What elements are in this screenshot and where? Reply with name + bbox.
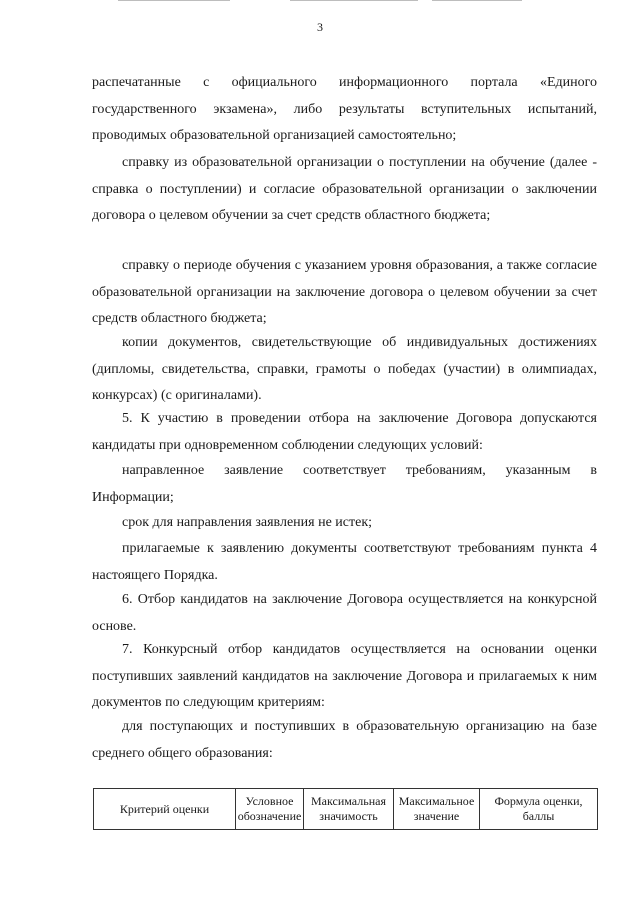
- paragraph-condition-deadline: срок для направления заявления не истек;: [122, 515, 373, 530]
- paragraph-clause-7: 7. Конкурсный отбор кандидатов осуществляется на основании оценки поступивших заявлений кандидатов на заключение Договора и прилагаемых к ним документов по следующим критериям:: [92, 642, 597, 710]
- paragraph-admission-certificate: справку из образовательной организации о поступлении на обучение (далее - справка о поступлении) и согласие образовательной организации о заключении договора о целевом обучении за счет средств областного бюджета;: [92, 155, 597, 223]
- paragraph-study-period-certificate: справку о периоде обучения с указанием уровня образования, а также согласие образовательной организации на заключение договора о целевом обучении за счет средств областного бюджета;: [92, 258, 597, 326]
- paragraph-clause-6: 6. Отбор кандидатов на заключение Договора осуществляется на конкурсной основе.: [92, 592, 597, 634]
- header-max-value: Максимальное значение: [394, 789, 480, 829]
- criteria-table-header: [93, 788, 598, 830]
- header-formula: Формула оценки, баллы: [494, 794, 583, 823]
- paragraph-condition-documents: прилагаемые к заявлению документы соответствуют требованиям пункта 4 настоящего Порядка.: [92, 541, 597, 583]
- scan-top-line: [118, 0, 230, 1]
- paragraph-clause-5: 5. К участию в проведении отбора на заключение Договора допускаются кандидаты при одновременном соблюдении следующих условий:: [92, 411, 597, 453]
- header-max-significance: Максимальная значимость: [304, 789, 394, 829]
- paragraph-achievements-copies: копии документов, свидетельствующие об индивидуальных достижениях (дипломы, свидетельства, справки, грамоты о победах (участии) в олимпиадах, конкурсах) (с оригиналами).: [92, 335, 597, 403]
- header-criterion: Критерий оценки: [94, 789, 236, 829]
- paragraph-exam-results: распечатанные с официального информационного портала «Единого государственного экзамена», либо результаты вступительных испытаний, проводимых образовательной организацией самостоятельно;: [92, 75, 597, 143]
- paragraph-secondary-education: для поступающих и поступивших в образовательную организацию на базе среднего общего образования:: [92, 719, 597, 761]
- header-designation: Условное обозначение: [236, 789, 304, 829]
- scan-top-line: [432, 0, 522, 1]
- scan-top-line: [290, 0, 418, 1]
- paragraph-condition-application: направленное заявление соответствует требованиям, указанным в Информации;: [92, 463, 597, 505]
- page-number: 3: [317, 20, 323, 34]
